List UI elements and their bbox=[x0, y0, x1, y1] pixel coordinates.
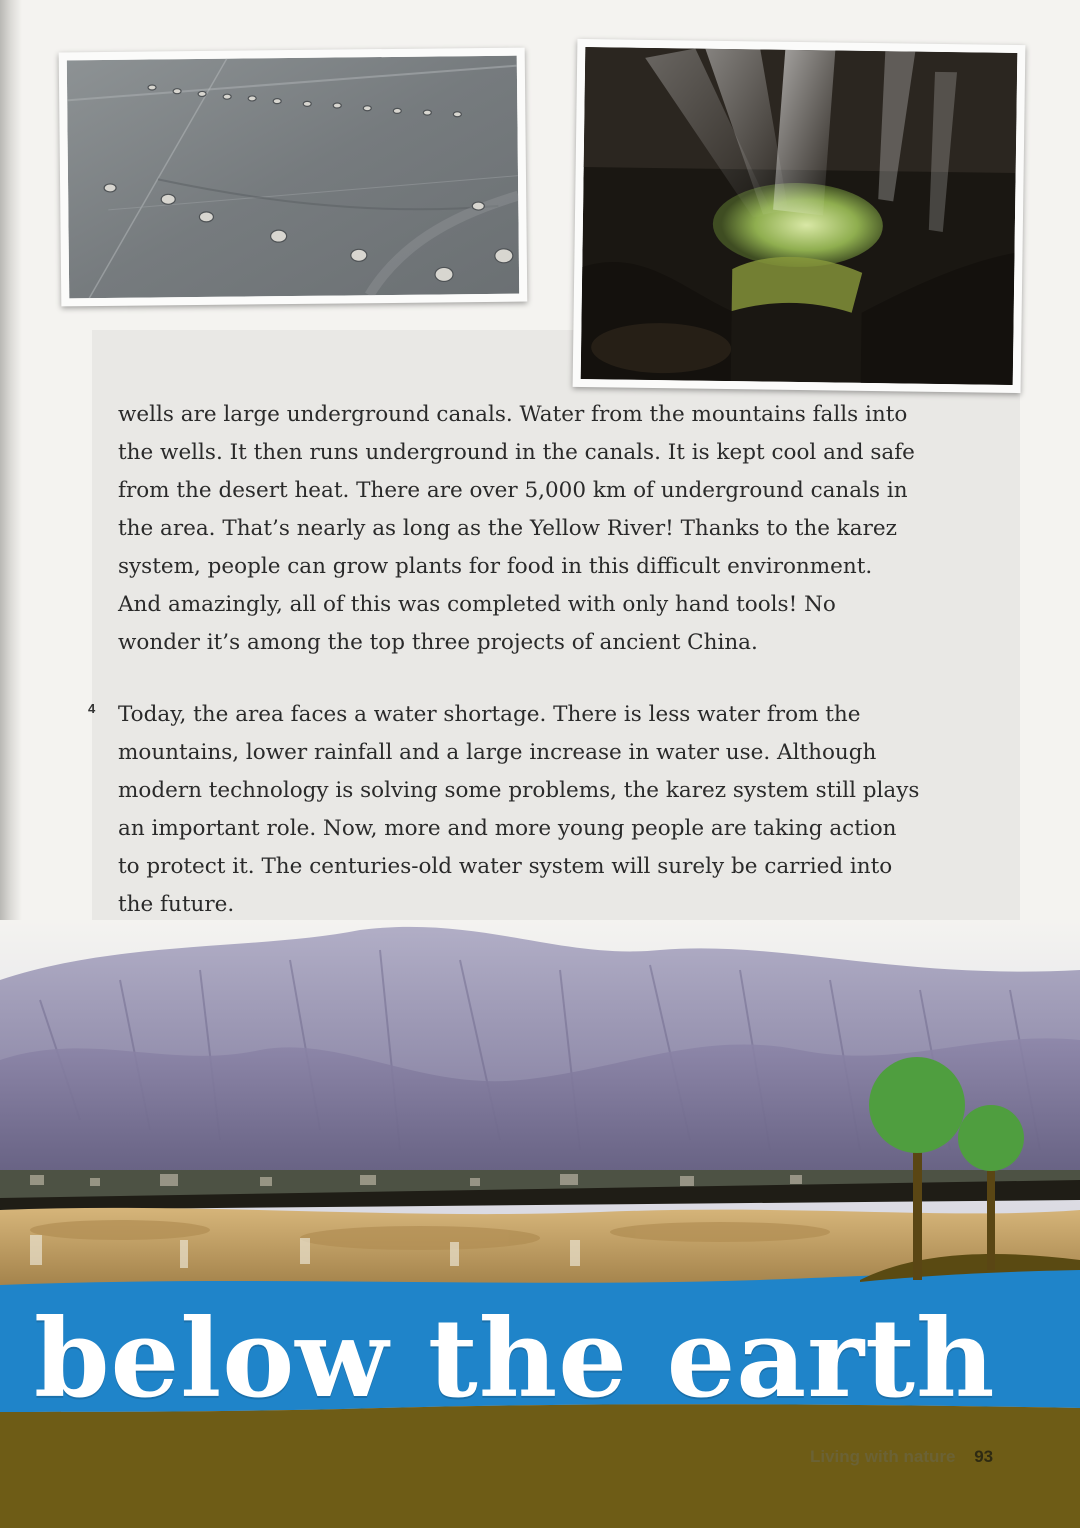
section-name: Living with nature bbox=[810, 1447, 956, 1466]
text-line: Today, the area faces a water shortage. There is less water from the bbox=[118, 702, 861, 727]
article-text bbox=[88, 396, 958, 924]
text-line: an important role. Now, more and more young people are taking action bbox=[118, 816, 897, 841]
text-line: from the desert heat. There are over 5,000 km of underground canals in bbox=[118, 478, 908, 503]
karez-wells-aerial-photo bbox=[59, 48, 528, 307]
text-line: the future. bbox=[118, 892, 235, 917]
text-line: to protect it. The centuries-old water system will surely be carried into bbox=[118, 854, 893, 879]
karez-tunnel-photo bbox=[573, 39, 1026, 393]
paragraph-number: 4 bbox=[88, 701, 96, 716]
text-line: mountains, lower rainfall and a large increase in water use. Although bbox=[118, 740, 877, 765]
page-number: 93 bbox=[974, 1447, 994, 1466]
page-footer bbox=[810, 1447, 993, 1467]
mountain-landscape-banner bbox=[0, 920, 1080, 1528]
banner-title: below the earth bbox=[34, 1296, 996, 1422]
text-line: modern technology is solving some problems, the karez system still plays bbox=[118, 778, 920, 803]
text-line: the wells. It then runs underground in the canals. It is kept cool and safe bbox=[118, 440, 915, 465]
text-line: the area. That’s nearly as long as the Yellow River! Thanks to the karez bbox=[118, 516, 897, 541]
text-line: And amazingly, all of this was completed with only hand tools! No bbox=[118, 592, 836, 617]
text-line: system, people can grow plants for food in this difficult environment. bbox=[118, 554, 873, 579]
paragraph-3 bbox=[118, 396, 958, 662]
text-line: wonder it’s among the top three projects of ancient China. bbox=[118, 630, 758, 655]
paragraph-4 bbox=[88, 696, 958, 924]
text-line: wells are large underground canals. Water from the mountains falls into bbox=[118, 402, 908, 427]
